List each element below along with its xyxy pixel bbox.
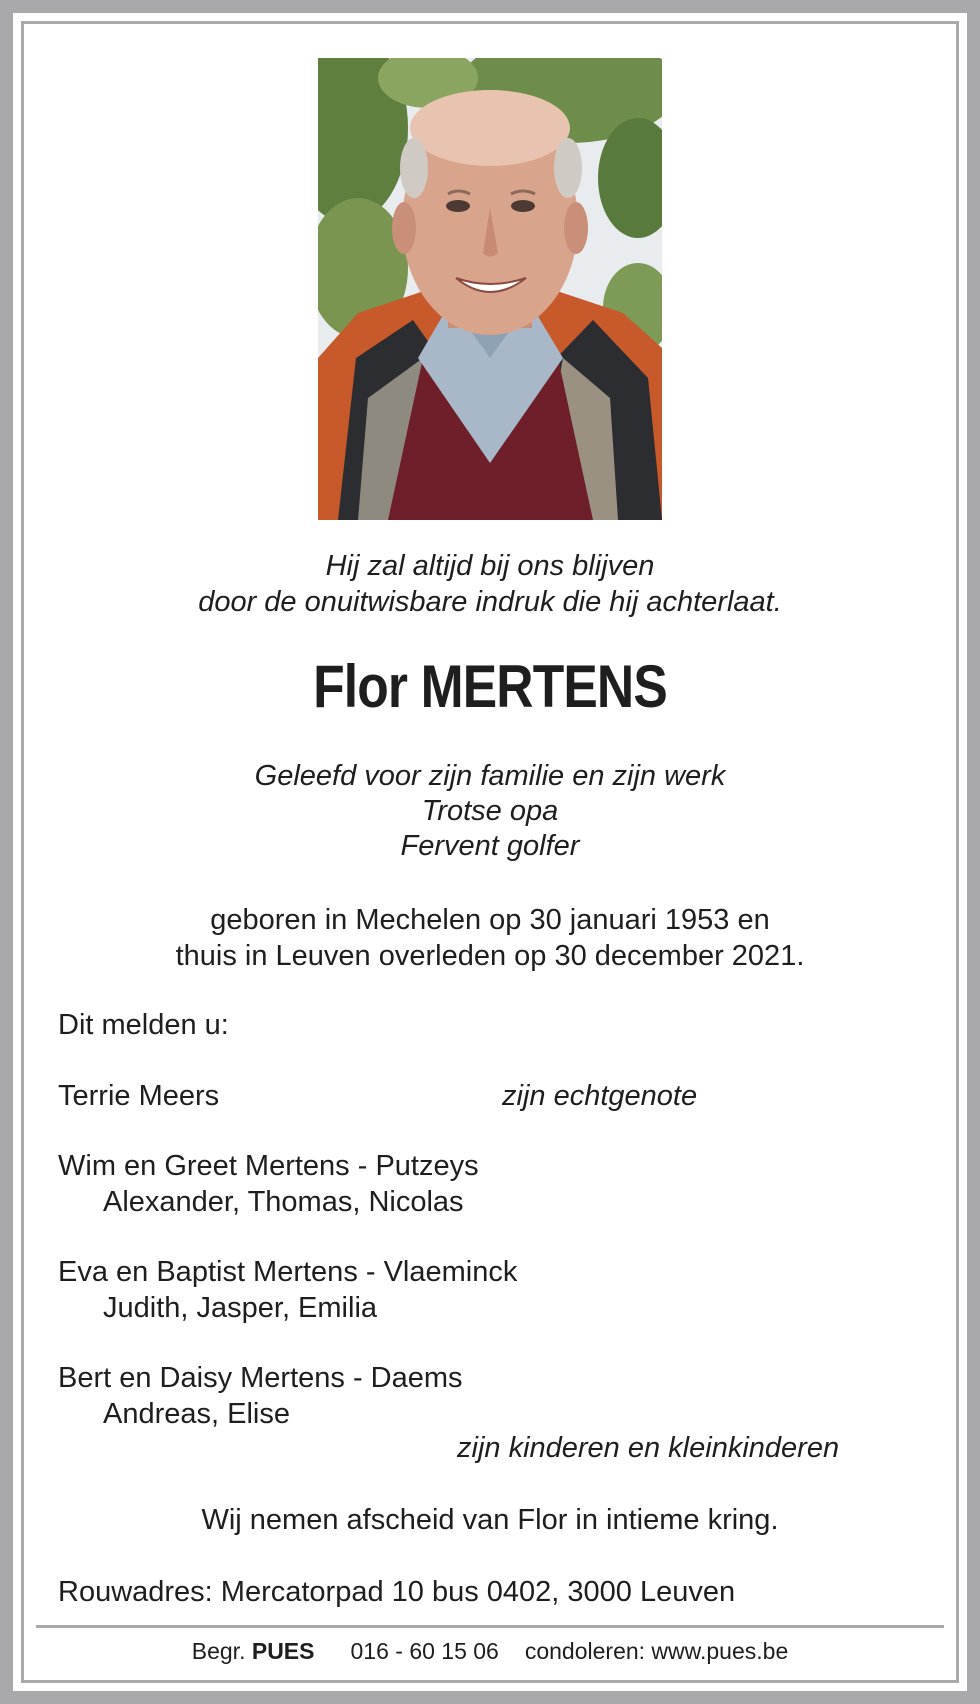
child-1-grandchildren: Alexander, Thomas, Nicolas bbox=[103, 1186, 464, 1218]
child-3-grandchildren: Andreas, Elise bbox=[103, 1398, 290, 1430]
farewell-text: Wij nemen afscheid van Flor in intieme kring. bbox=[201, 1504, 779, 1536]
motto-line-1: Hij zal altijd bij ons blijven bbox=[325, 550, 655, 582]
footer-divider bbox=[36, 1625, 944, 1628]
funeral-company: PUES bbox=[251, 1638, 315, 1664]
footer-prefix: Begr. bbox=[191, 1638, 246, 1664]
portrait-photo bbox=[318, 58, 662, 520]
spouse-name: Terrie Meers bbox=[58, 1080, 220, 1112]
deceased-name: Flor MERTENS bbox=[313, 653, 667, 720]
footer bbox=[0, 1636, 980, 1666]
footer-phone: 016 - 60 15 06 bbox=[350, 1638, 499, 1664]
birth-death-info bbox=[0, 902, 980, 974]
mourning-address: Rouwadres: Mercatorpad 10 bus 0402, 3000 Leuven bbox=[58, 1576, 736, 1608]
footer-condolences: condoleren: www.pues.be bbox=[524, 1638, 789, 1664]
motto-line-2: door de onuitwisbare indruk die hij achterlaat. bbox=[198, 586, 782, 618]
tribute bbox=[0, 759, 980, 864]
child-2-parents: Eva en Baptist Mertens - Vlaeminck bbox=[58, 1256, 518, 1288]
birth-line-2: thuis in Leuven overleden op 30 december 2021. bbox=[175, 940, 805, 972]
tribute-line-1: Geleefd voor zijn familie en zijn werk bbox=[254, 760, 726, 792]
announcement-intro: Dit melden u: bbox=[58, 1009, 229, 1041]
birth-line-1: geboren in Mechelen op 30 januari 1953 en bbox=[210, 904, 770, 936]
child-2-grandchildren: Judith, Jasper, Emilia bbox=[103, 1292, 378, 1324]
tribute-line-2: Trotse opa bbox=[421, 795, 559, 827]
spouse-relation: zijn echtgenote bbox=[502, 1080, 698, 1112]
children-relation: zijn kinderen en kleinkinderen bbox=[457, 1432, 840, 1464]
tribute-line-3: Fervent golfer bbox=[400, 830, 580, 862]
motto bbox=[0, 548, 980, 620]
child-1-parents: Wim en Greet Mertens - Putzeys bbox=[58, 1150, 479, 1182]
child-3-parents: Bert en Daisy Mertens - Daems bbox=[58, 1362, 463, 1394]
